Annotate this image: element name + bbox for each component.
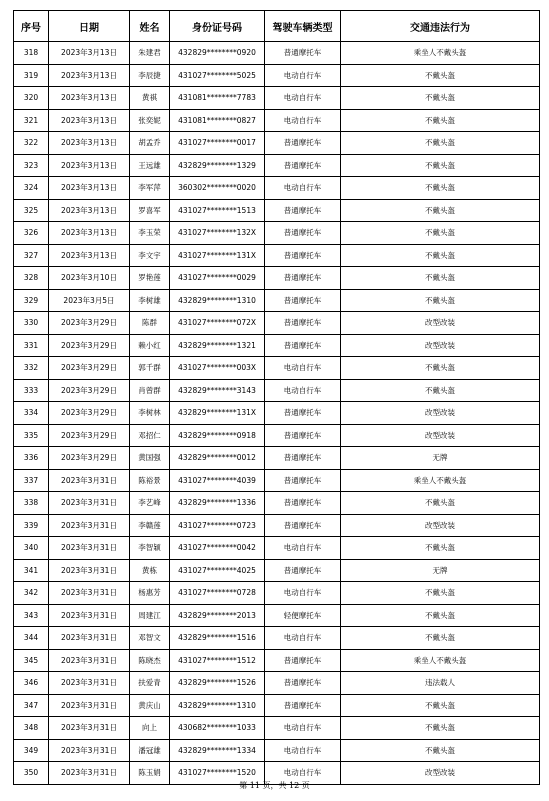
cell-violation: 改型改装 — [341, 762, 540, 785]
cell-violation: 不戴头盔 — [341, 582, 540, 605]
cell-name: 黄国强 — [130, 447, 170, 470]
table-row — [14, 42, 540, 65]
cell-id-number: 431081********7783 — [170, 87, 265, 110]
cell-date: 2023年3月10日 — [49, 267, 130, 290]
cell-id-number: 431027********4025 — [170, 559, 265, 582]
cell-vehicle-type: 普通摩托车 — [265, 42, 341, 65]
cell-seq: 343 — [14, 604, 49, 627]
cell-name: 黄祺 — [130, 87, 170, 110]
cell-date: 2023年3月31日 — [49, 604, 130, 627]
cell-date: 2023年3月29日 — [49, 402, 130, 425]
table-row — [14, 537, 540, 560]
cell-id-number: 431027********4039 — [170, 469, 265, 492]
cell-name: 向上 — [130, 717, 170, 740]
cell-name: 邓智文 — [130, 627, 170, 650]
cell-vehicle-type: 电动自行车 — [265, 739, 341, 762]
cell-vehicle-type: 普通摩托车 — [265, 469, 341, 492]
cell-name: 杨惠芳 — [130, 582, 170, 605]
cell-vehicle-type: 普通摩托车 — [265, 244, 341, 267]
cell-vehicle-type: 普通摩托车 — [265, 132, 341, 155]
table-row — [14, 64, 540, 87]
cell-name: 张奕妮 — [130, 109, 170, 132]
table-row — [14, 289, 540, 312]
table-row — [14, 649, 540, 672]
cell-id-number: 431027********0017 — [170, 132, 265, 155]
cell-id-number: 431027********0029 — [170, 267, 265, 290]
table-row — [14, 379, 540, 402]
cell-violation: 不戴头盔 — [341, 627, 540, 650]
cell-id-number: 432829********1329 — [170, 154, 265, 177]
cell-name: 罗喜军 — [130, 199, 170, 222]
cell-id-number: 360302********0020 — [170, 177, 265, 200]
cell-seq: 335 — [14, 424, 49, 447]
cell-name: 李树林 — [130, 402, 170, 425]
cell-violation: 不戴头盔 — [341, 537, 540, 560]
cell-id-number: 432829********1310 — [170, 289, 265, 312]
cell-date: 2023年3月13日 — [49, 42, 130, 65]
header-name: 姓名 — [130, 11, 170, 42]
cell-id-number: 432829********2013 — [170, 604, 265, 627]
cell-violation: 不戴头盔 — [341, 222, 540, 245]
table-row — [14, 424, 540, 447]
table-row — [14, 334, 540, 357]
cell-name: 李赣莲 — [130, 514, 170, 537]
cell-violation: 乘坐人不戴头盔 — [341, 469, 540, 492]
cell-vehicle-type: 电动自行车 — [265, 64, 341, 87]
cell-vehicle-type: 电动自行车 — [265, 357, 341, 380]
cell-date: 2023年3月31日 — [49, 739, 130, 762]
cell-date: 2023年3月31日 — [49, 627, 130, 650]
table-row — [14, 312, 540, 335]
cell-seq: 345 — [14, 649, 49, 672]
cell-seq: 327 — [14, 244, 49, 267]
cell-seq: 332 — [14, 357, 49, 380]
table-row — [14, 739, 540, 762]
cell-seq: 339 — [14, 514, 49, 537]
header-id-number: 身份证号码 — [170, 11, 265, 42]
cell-seq: 325 — [14, 199, 49, 222]
cell-seq: 342 — [14, 582, 49, 605]
cell-date: 2023年3月29日 — [49, 424, 130, 447]
violation-table-container — [13, 10, 539, 785]
cell-violation: 不戴头盔 — [341, 289, 540, 312]
cell-seq: 338 — [14, 492, 49, 515]
cell-date: 2023年3月29日 — [49, 312, 130, 335]
cell-id-number: 431027********1512 — [170, 649, 265, 672]
cell-violation: 不戴头盔 — [341, 717, 540, 740]
cell-seq: 350 — [14, 762, 49, 785]
cell-name: 罗艳莲 — [130, 267, 170, 290]
cell-id-number: 431081********0827 — [170, 109, 265, 132]
cell-date: 2023年3月31日 — [49, 649, 130, 672]
cell-seq: 334 — [14, 402, 49, 425]
cell-name: 周建江 — [130, 604, 170, 627]
cell-name: 潘冠雄 — [130, 739, 170, 762]
table-header-row — [14, 11, 540, 42]
cell-vehicle-type: 电动自行车 — [265, 379, 341, 402]
cell-name: 黄栋 — [130, 559, 170, 582]
cell-vehicle-type: 普通摩托车 — [265, 672, 341, 695]
cell-seq: 328 — [14, 267, 49, 290]
cell-violation: 不戴头盔 — [341, 267, 540, 290]
cell-date: 2023年3月31日 — [49, 492, 130, 515]
cell-vehicle-type: 电动自行车 — [265, 109, 341, 132]
cell-id-number: 431027********072X — [170, 312, 265, 335]
cell-seq: 320 — [14, 87, 49, 110]
cell-vehicle-type: 普通摩托车 — [265, 312, 341, 335]
cell-date: 2023年3月13日 — [49, 64, 130, 87]
violation-table — [13, 10, 540, 785]
cell-vehicle-type: 普通摩托车 — [265, 222, 341, 245]
cell-seq: 319 — [14, 64, 49, 87]
table-row — [14, 132, 540, 155]
cell-violation: 改型改装 — [341, 402, 540, 425]
cell-date: 2023年3月31日 — [49, 717, 130, 740]
cell-date: 2023年3月31日 — [49, 537, 130, 560]
cell-violation: 不戴头盔 — [341, 109, 540, 132]
cell-name: 邓招仁 — [130, 424, 170, 447]
cell-date: 2023年3月31日 — [49, 582, 130, 605]
cell-name: 李辰捷 — [130, 64, 170, 87]
cell-seq: 324 — [14, 177, 49, 200]
cell-date: 2023年3月31日 — [49, 469, 130, 492]
cell-seq: 349 — [14, 739, 49, 762]
cell-violation: 不戴头盔 — [341, 132, 540, 155]
cell-name: 赖小红 — [130, 334, 170, 357]
cell-vehicle-type: 普通摩托车 — [265, 514, 341, 537]
cell-seq: 331 — [14, 334, 49, 357]
cell-date: 2023年3月29日 — [49, 447, 130, 470]
cell-violation: 不戴头盔 — [341, 64, 540, 87]
cell-name: 李军萍 — [130, 177, 170, 200]
table-row — [14, 447, 540, 470]
cell-violation: 无牌 — [341, 447, 540, 470]
cell-date: 2023年3月13日 — [49, 244, 130, 267]
cell-name: 郭千群 — [130, 357, 170, 380]
cell-violation: 改型改装 — [341, 514, 540, 537]
cell-violation: 不戴头盔 — [341, 199, 540, 222]
cell-id-number: 430682********1033 — [170, 717, 265, 740]
table-row — [14, 492, 540, 515]
table-row — [14, 199, 540, 222]
cell-vehicle-type: 电动自行车 — [265, 177, 341, 200]
cell-violation: 乘坐人不戴头盔 — [341, 649, 540, 672]
cell-id-number: 431027********1520 — [170, 762, 265, 785]
cell-vehicle-type: 普通摩托车 — [265, 267, 341, 290]
cell-name: 李树雄 — [130, 289, 170, 312]
cell-seq: 347 — [14, 694, 49, 717]
cell-date: 2023年3月31日 — [49, 672, 130, 695]
cell-vehicle-type: 普通摩托车 — [265, 447, 341, 470]
header-date: 日期 — [49, 11, 130, 42]
cell-id-number: 432829********1526 — [170, 672, 265, 695]
cell-name: 李玉荣 — [130, 222, 170, 245]
table-row — [14, 717, 540, 740]
table-body — [14, 42, 540, 785]
cell-seq: 322 — [14, 132, 49, 155]
cell-date: 2023年3月31日 — [49, 559, 130, 582]
cell-id-number: 431027********003X — [170, 357, 265, 380]
table-row — [14, 402, 540, 425]
cell-violation: 不戴头盔 — [341, 87, 540, 110]
header-vehicle-type: 驾驶车辆类型 — [265, 11, 341, 42]
cell-violation: 违法载人 — [341, 672, 540, 695]
cell-vehicle-type: 电动自行车 — [265, 87, 341, 110]
table-row — [14, 582, 540, 605]
cell-vehicle-type: 普通摩托车 — [265, 649, 341, 672]
table-row — [14, 357, 540, 380]
cell-violation: 不戴头盔 — [341, 244, 540, 267]
cell-seq: 333 — [14, 379, 49, 402]
cell-name: 陈晓杰 — [130, 649, 170, 672]
cell-seq: 341 — [14, 559, 49, 582]
cell-seq: 336 — [14, 447, 49, 470]
cell-date: 2023年3月13日 — [49, 109, 130, 132]
cell-id-number: 431027********0723 — [170, 514, 265, 537]
cell-id-number: 431027********0042 — [170, 537, 265, 560]
table-row — [14, 222, 540, 245]
cell-violation: 不戴头盔 — [341, 492, 540, 515]
cell-date: 2023年3月13日 — [49, 132, 130, 155]
cell-name: 李智颖 — [130, 537, 170, 560]
cell-seq: 323 — [14, 154, 49, 177]
cell-violation: 不戴头盔 — [341, 154, 540, 177]
cell-date: 2023年3月13日 — [49, 199, 130, 222]
cell-vehicle-type: 普通摩托车 — [265, 334, 341, 357]
cell-id-number: 432829********1334 — [170, 739, 265, 762]
cell-name: 李文宇 — [130, 244, 170, 267]
cell-seq: 346 — [14, 672, 49, 695]
table-row — [14, 672, 540, 695]
cell-violation: 不戴头盔 — [341, 694, 540, 717]
cell-date: 2023年3月31日 — [49, 514, 130, 537]
cell-seq: 337 — [14, 469, 49, 492]
cell-name: 黄庆山 — [130, 694, 170, 717]
cell-name: 胡孟乔 — [130, 132, 170, 155]
cell-vehicle-type: 电动自行车 — [265, 537, 341, 560]
cell-id-number: 431027********132X — [170, 222, 265, 245]
cell-violation: 不戴头盔 — [341, 604, 540, 627]
cell-name: 扶爱青 — [130, 672, 170, 695]
cell-vehicle-type: 轻便摩托车 — [265, 604, 341, 627]
cell-violation: 改型改装 — [341, 312, 540, 335]
table-row — [14, 514, 540, 537]
cell-date: 2023年3月13日 — [49, 177, 130, 200]
cell-id-number: 432829********0920 — [170, 42, 265, 65]
cell-date: 2023年3月31日 — [49, 762, 130, 785]
cell-id-number: 431027********0728 — [170, 582, 265, 605]
table-row — [14, 244, 540, 267]
table-row — [14, 604, 540, 627]
cell-date: 2023年3月13日 — [49, 154, 130, 177]
cell-date: 2023年3月29日 — [49, 334, 130, 357]
cell-name: 肖曾群 — [130, 379, 170, 402]
cell-name: 陈玉娟 — [130, 762, 170, 785]
table-row — [14, 627, 540, 650]
cell-vehicle-type: 普通摩托车 — [265, 424, 341, 447]
cell-seq: 318 — [14, 42, 49, 65]
cell-seq: 330 — [14, 312, 49, 335]
cell-vehicle-type: 普通摩托车 — [265, 199, 341, 222]
table-row — [14, 469, 540, 492]
header-violation: 交通违法行为 — [341, 11, 540, 42]
cell-vehicle-type: 电动自行车 — [265, 717, 341, 740]
cell-violation: 不戴头盔 — [341, 379, 540, 402]
cell-seq: 348 — [14, 717, 49, 740]
cell-name: 李艺峰 — [130, 492, 170, 515]
cell-id-number: 432829********0012 — [170, 447, 265, 470]
cell-vehicle-type: 普通摩托车 — [265, 492, 341, 515]
cell-id-number: 432829********3143 — [170, 379, 265, 402]
cell-name: 王远雄 — [130, 154, 170, 177]
cell-vehicle-type: 普通摩托车 — [265, 289, 341, 312]
header-seq: 序号 — [14, 11, 49, 42]
cell-id-number: 432829********1310 — [170, 694, 265, 717]
cell-date: 2023年3月5日 — [49, 289, 130, 312]
cell-vehicle-type: 普通摩托车 — [265, 694, 341, 717]
cell-id-number: 432829********0918 — [170, 424, 265, 447]
cell-violation: 不戴头盔 — [341, 177, 540, 200]
cell-vehicle-type: 电动自行车 — [265, 582, 341, 605]
cell-violation: 无牌 — [341, 559, 540, 582]
cell-date: 2023年3月13日 — [49, 87, 130, 110]
cell-id-number: 432829********1321 — [170, 334, 265, 357]
cell-date: 2023年3月29日 — [49, 379, 130, 402]
cell-name: 陈群 — [130, 312, 170, 335]
cell-vehicle-type: 普通摩托车 — [265, 154, 341, 177]
table-row — [14, 267, 540, 290]
cell-vehicle-type: 普通摩托车 — [265, 559, 341, 582]
table-row — [14, 559, 540, 582]
cell-violation: 不戴头盔 — [341, 357, 540, 380]
cell-id-number: 432829********1336 — [170, 492, 265, 515]
table-row — [14, 109, 540, 132]
table-row — [14, 694, 540, 717]
cell-seq: 329 — [14, 289, 49, 312]
cell-name: 朱建君 — [130, 42, 170, 65]
cell-vehicle-type: 电动自行车 — [265, 627, 341, 650]
table-row — [14, 154, 540, 177]
page-footer: 第 11 页，共 12 页 — [239, 781, 310, 790]
cell-seq: 326 — [14, 222, 49, 245]
cell-name: 陈裕景 — [130, 469, 170, 492]
cell-seq: 321 — [14, 109, 49, 132]
table-row — [14, 87, 540, 110]
cell-id-number: 432829********1516 — [170, 627, 265, 650]
cell-violation: 不戴头盔 — [341, 739, 540, 762]
cell-date: 2023年3月31日 — [49, 694, 130, 717]
cell-seq: 344 — [14, 627, 49, 650]
cell-seq: 340 — [14, 537, 49, 560]
cell-violation: 乘坐人不戴头盔 — [341, 42, 540, 65]
cell-id-number: 431027********131X — [170, 244, 265, 267]
cell-id-number: 431027********5025 — [170, 64, 265, 87]
cell-date: 2023年3月29日 — [49, 357, 130, 380]
cell-id-number: 431027********1513 — [170, 199, 265, 222]
cell-vehicle-type: 普通摩托车 — [265, 402, 341, 425]
cell-violation: 改型改装 — [341, 424, 540, 447]
table-row — [14, 177, 540, 200]
cell-vehicle-type: 电动自行车 — [265, 762, 341, 785]
cell-date: 2023年3月13日 — [49, 222, 130, 245]
cell-violation: 改型改装 — [341, 334, 540, 357]
cell-id-number: 432829********131X — [170, 402, 265, 425]
